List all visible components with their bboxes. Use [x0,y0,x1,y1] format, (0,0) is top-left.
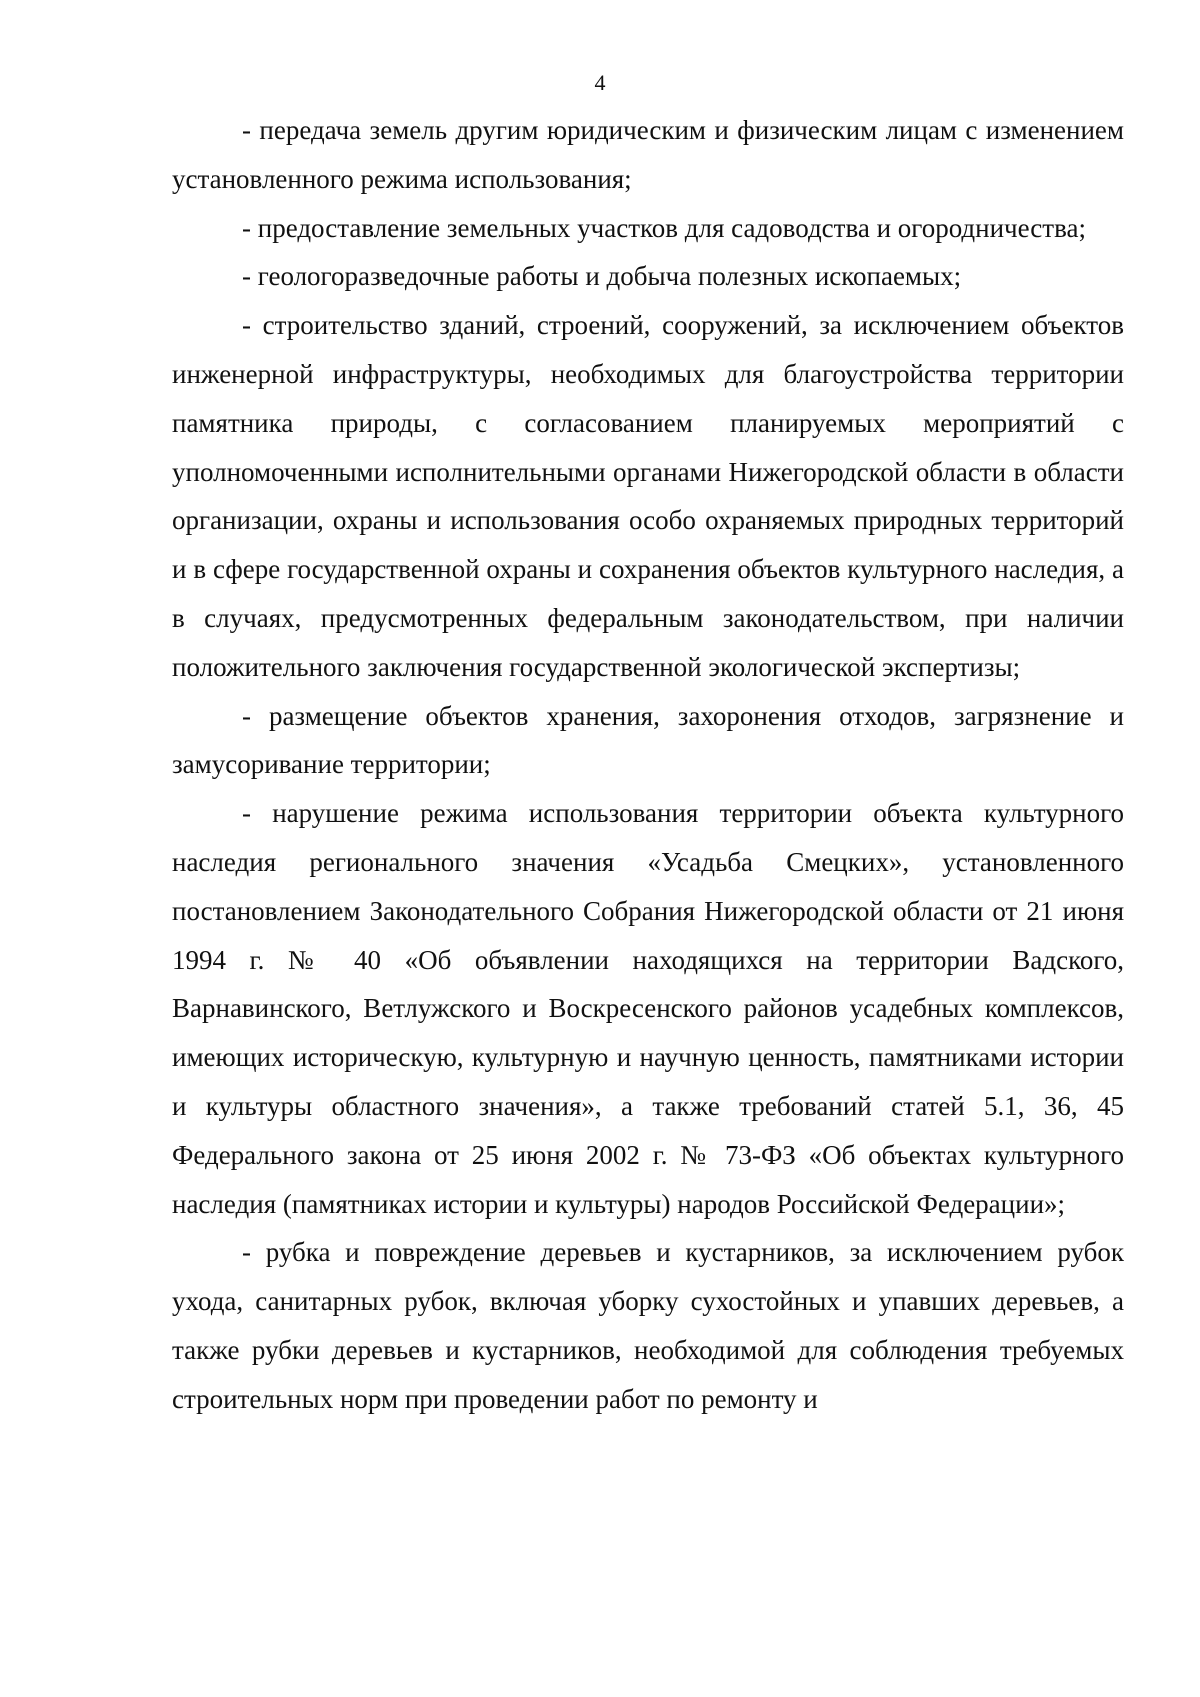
list-item-land-transfer: - передача земель другим юридическим и физическим лицам с изменением установленного режима использования; [172,115,1124,194]
list-item-tree-cutting: - рубка и повреждение деревьев и кустарников, за исключением рубок ухода, санитарных рубок, включая уборку сухостойных и упавших деревьев, а также рубки деревьев и кустарников, необходимой для соблюдения требуемых строительных норм при проведении работ по ремонту и [172,1237,1124,1414]
list-item-construction: - строительство зданий, строений, сооружений, за исключением объектов инженерной инфраструктуры, необходимых для благоустройства территории памятника природы, с согласованием планируемых мероприятий с уполномоченными исполнительными органами Нижегородской области в области организации, охраны и использования особо охраняемых природных территорий и в сфере государственной охраны и сохранения объектов культурного наследия, а в случаях, предусмотренных федеральным законодательством, при наличии положительного заключения государственной экологической экспертизы; [172,310,1124,682]
list-item-gardening-plots: - предоставление земельных участков для садоводства и огородничества; [242,212,1086,243]
document-body [172,106,1124,1424]
list-item-heritage-regime: - нарушение режима использования территории объекта культурного наследия регионального значения «Усадьба Смецких», установленного постановлением Законодательного Собрания Нижегородской области от 21 июня 1994 г. № 40 «Об объявлении находящихся на территории Вадского, Варнавинского, Ветлужского и Воскресенского районов усадебных комплексов, имеющих историческую, культурную и научную ценность, памятниками истории и культуры областного значения», а также требований статей 5.1, 36, 45 Федерального закона от 25 июня 2002 г. № 73-ФЗ «Об объектах культурного наследия (памятниках истории и культуры) народов Российской Федерации»; [172,798,1124,1219]
list-item-geological-works: - геологоразведочные работы и добыча полезных ископаемых; [242,261,962,292]
list-item-waste-placement: - размещение объектов хранения, захоронения отходов, загрязнение и замусоривание территории; [172,700,1124,780]
page-number: 4 [594,70,606,95]
